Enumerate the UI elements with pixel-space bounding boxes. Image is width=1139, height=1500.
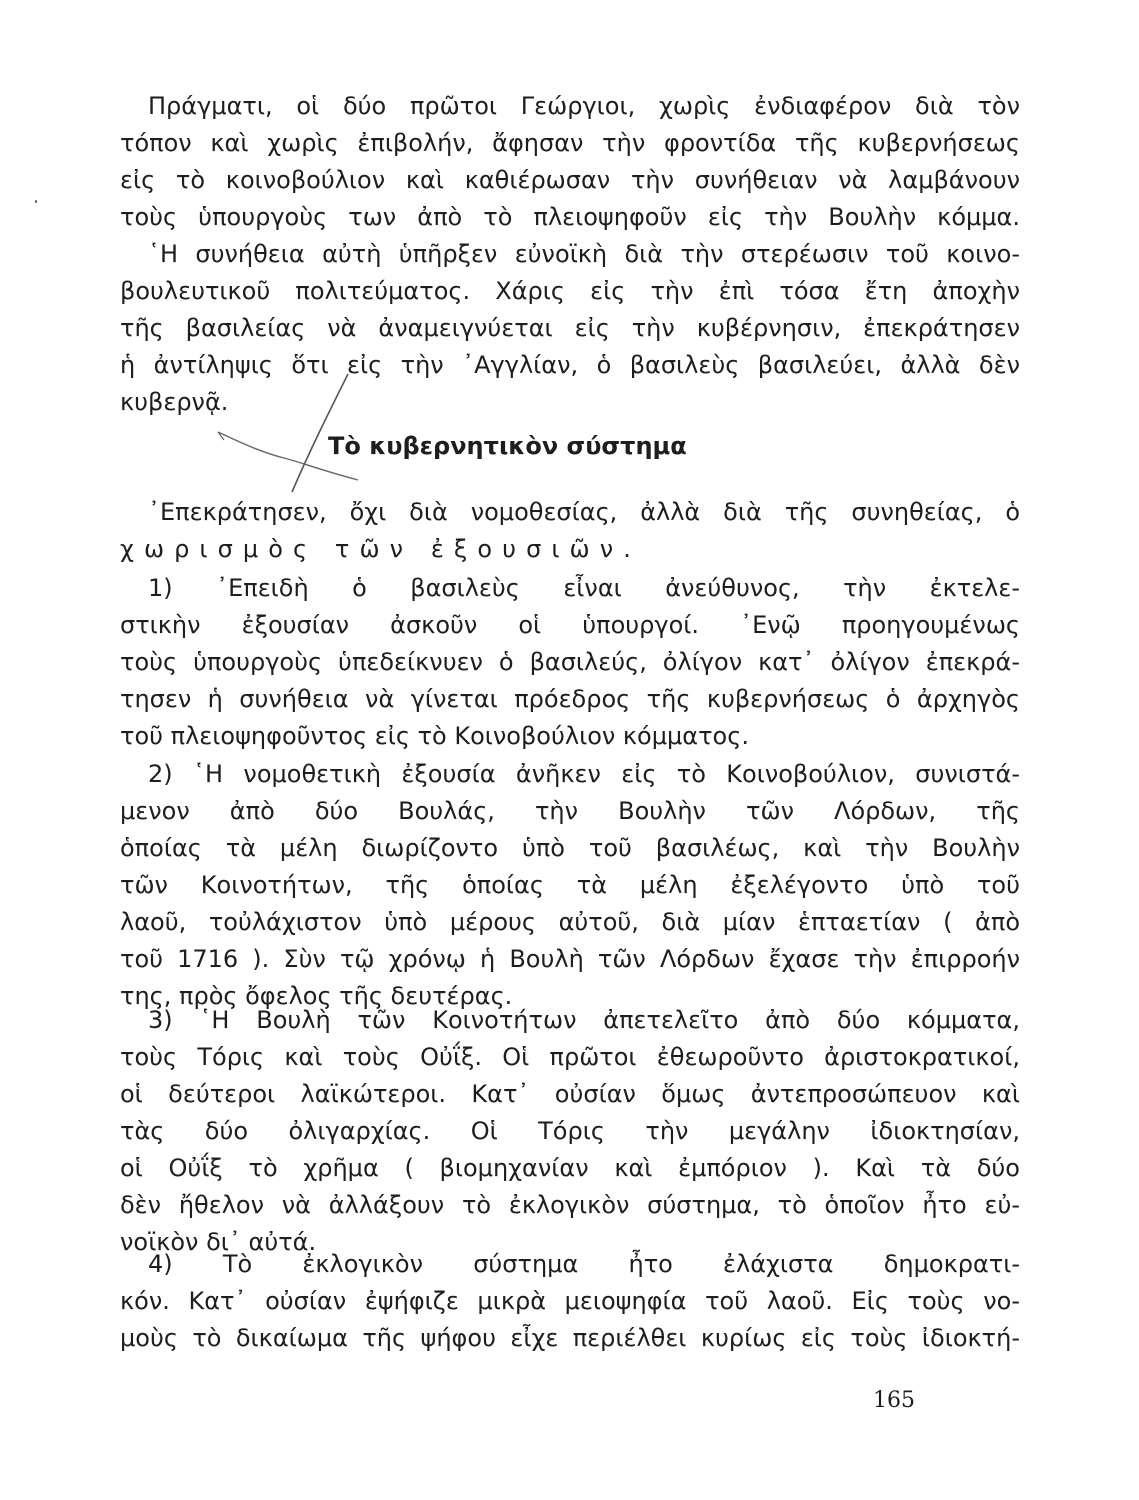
text-line: τοὺς ὑπουργοὺς των ἀπὸ τὸ πλειοψηφοῦν εἰς τὴν Βουλὴν κόμμα.: [120, 203, 1020, 231]
text-line: ῾Η συνήθεια αὐτὴ ὑπῆρξεν εὐνοϊκὴ διὰ τὴν στερέωσιν τοῦ κοινο-: [148, 240, 1020, 268]
text-line: οἱ δεύτεροι λαϊκώτεροι. Κατ᾽ οὐσίαν ὅμως ἀντεπροσώπευον καὶ: [120, 1080, 1020, 1108]
text-line: τοὺς ὑπουργοὺς ὑπεδείκνυεν ὁ βασιλεύς, ὀλίγον κατ᾽ ὀλίγον ἐπεκρά-: [120, 648, 1020, 676]
text-line: κόν. Κατ᾽ οὐσίαν ἐψήφιζε μικρὰ μειοψηφία τοῦ λαοῦ. Εἰς τοὺς νο-: [120, 1287, 1020, 1315]
text-line: εἰς τὸ κοινοβούλιον καὶ καθιέρωσαν τὴν συνήθειαν νὰ λαμβάνουν: [120, 166, 1020, 194]
text-line: τόπον καὶ χωρὶς ἐπιβολήν, ἄφησαν τὴν φροντίδα τῆς κυβερνήσεως: [120, 129, 1020, 157]
paragraph-point-2: [120, 756, 1020, 1015]
paragraph-point-3: [120, 1002, 1020, 1261]
text-line: μενον ἀπὸ δύο Βουλάς, τὴν Βουλὴν τῶν Λόρδων, τῆς: [120, 797, 1020, 825]
text-line: χωρισμὸς τῶν ἐξουσιῶν.: [120, 535, 641, 563]
text-line: Πράγματι, οἱ δύο πρῶτοι Γεώργιοι, χωρὶς ἐνδιαφέρον διὰ τὸν: [148, 92, 1020, 120]
text-line: βουλευτικοῦ πολιτεύματος. Χάρις εἰς τὴν ἐπὶ τόσα ἔτη ἀποχὴν: [120, 277, 1020, 305]
text-line: τῶν Κοινοτήτων, τῆς ὁποίας τὰ μέλη ἐξελέγοντο ὑπὸ τοῦ: [120, 871, 1020, 899]
text-line: κυβερνᾷ.: [120, 388, 229, 416]
text-line: ᾽Επεκράτησεν, ὄχι διὰ νομοθεσίας, ἀλλὰ διὰ τῆς συνηθείας, ὁ: [148, 498, 1020, 526]
text-line: οἱ Οὐΐξ τὸ χρῆμα ( βιομηχανίαν καὶ ἐμπόριον ). Καὶ τὰ δύο: [120, 1154, 1020, 1182]
text-line: 4) Τὸ ἐκλογικὸν σύστημα ἦτο ἐλάχιστα δημοκρατι-: [148, 1250, 1020, 1278]
text-line: της, πρὸς ὄφελος τῆς δευτέρας.: [120, 982, 513, 1010]
paragraph-intro: [120, 494, 1020, 568]
text-line: 3) ῾Η Βουλὴ τῶν Κοινοτήτων ἀπετελεῖτο ἀπὸ δύο κόμματα,: [148, 1006, 1020, 1034]
text-line: τοῦ 1716 ). Σὺν τῷ χρόνῳ ἡ Βουλὴ τῶν Λόρδων ἔχασε τὴν ἐπιρροήν: [120, 945, 1020, 973]
text-line: τοὺς Τόρις καὶ τοὺς Οὐΐξ. Οἱ πρῶτοι ἐθεωροῦντο ἀριστοκρατικοί,: [120, 1043, 1020, 1071]
text-line: τοῦ πλειοψηφοῦντος εἰς τὸ Κοινοβούλιον κόμματος.: [120, 722, 749, 750]
text-line: τῆς βασιλείας νὰ ἀναμειγνύεται εἰς τὴν κυβέρνησιν, ἐπεκράτησεν: [120, 314, 1020, 342]
scan-speck: [35, 200, 37, 203]
text-line: 2) ῾Η νομοθετικὴ ἐξουσία ἀνῆκεν εἰς τὸ Κοινοβούλιον, συνιστά-: [148, 760, 1020, 788]
text-line: ἡ ἀντίληψις ὅτι εἰς τὴν ᾽Αγγλίαν, ὁ βασιλεὺς βασιλεύει, ἀλλὰ δὲν: [120, 351, 1020, 379]
text-line: λαοῦ, τοὐλάχιστον ὑπὸ μέρους αὐτοῦ, διὰ μίαν ἑπταετίαν ( ἀπὸ: [120, 908, 1020, 936]
text-line: δὲν ἤθελον νὰ ἀλλάξουν τὸ ἐκλογικὸν σύστημα, τὸ ὁποῖον ἦτο εὐ-: [120, 1191, 1020, 1219]
section-heading: Τὸ κυβερνητικὸν σύστημα: [328, 432, 687, 460]
page-number: 165: [873, 1388, 915, 1413]
text-line: τησεν ἡ συνήθεια νὰ γίνεται πρόεδρος τῆς κυβερνήσεως ὁ ἀρχηγὸς: [120, 685, 1020, 713]
paragraph-point-4: [120, 1246, 1020, 1357]
text-line: στικὴν ἐξουσίαν ἀσκοῦν οἱ ὑπουργοί. ᾽Ενῷ προηγουμένως: [120, 611, 1020, 639]
text-line: ὁποίας τὰ μέλη διωρίζοντο ὑπὸ τοῦ βασιλέως, καὶ τὴν Βουλὴν: [120, 834, 1020, 862]
text-line: 1) ᾽Επειδὴ ὁ βασιλεὺς εἶναι ἀνεύθυνος, τὴν ἐκτελε-: [148, 574, 1020, 602]
paragraph-point-1: [120, 570, 1020, 755]
text-line: μοὺς τὸ δικαίωμα τῆς ψήφου εἶχε περιέλθει κυρίως εἰς τοὺς ἰδιοκτή-: [120, 1324, 1020, 1352]
text-line: τὰς δύο ὀλιγαρχίας. Οἱ Τόρις τὴν μεγάλην ἰδιοκτησίαν,: [120, 1117, 1020, 1145]
text-line: νοϊκὸν δι᾽ αὐτά.: [120, 1228, 317, 1256]
